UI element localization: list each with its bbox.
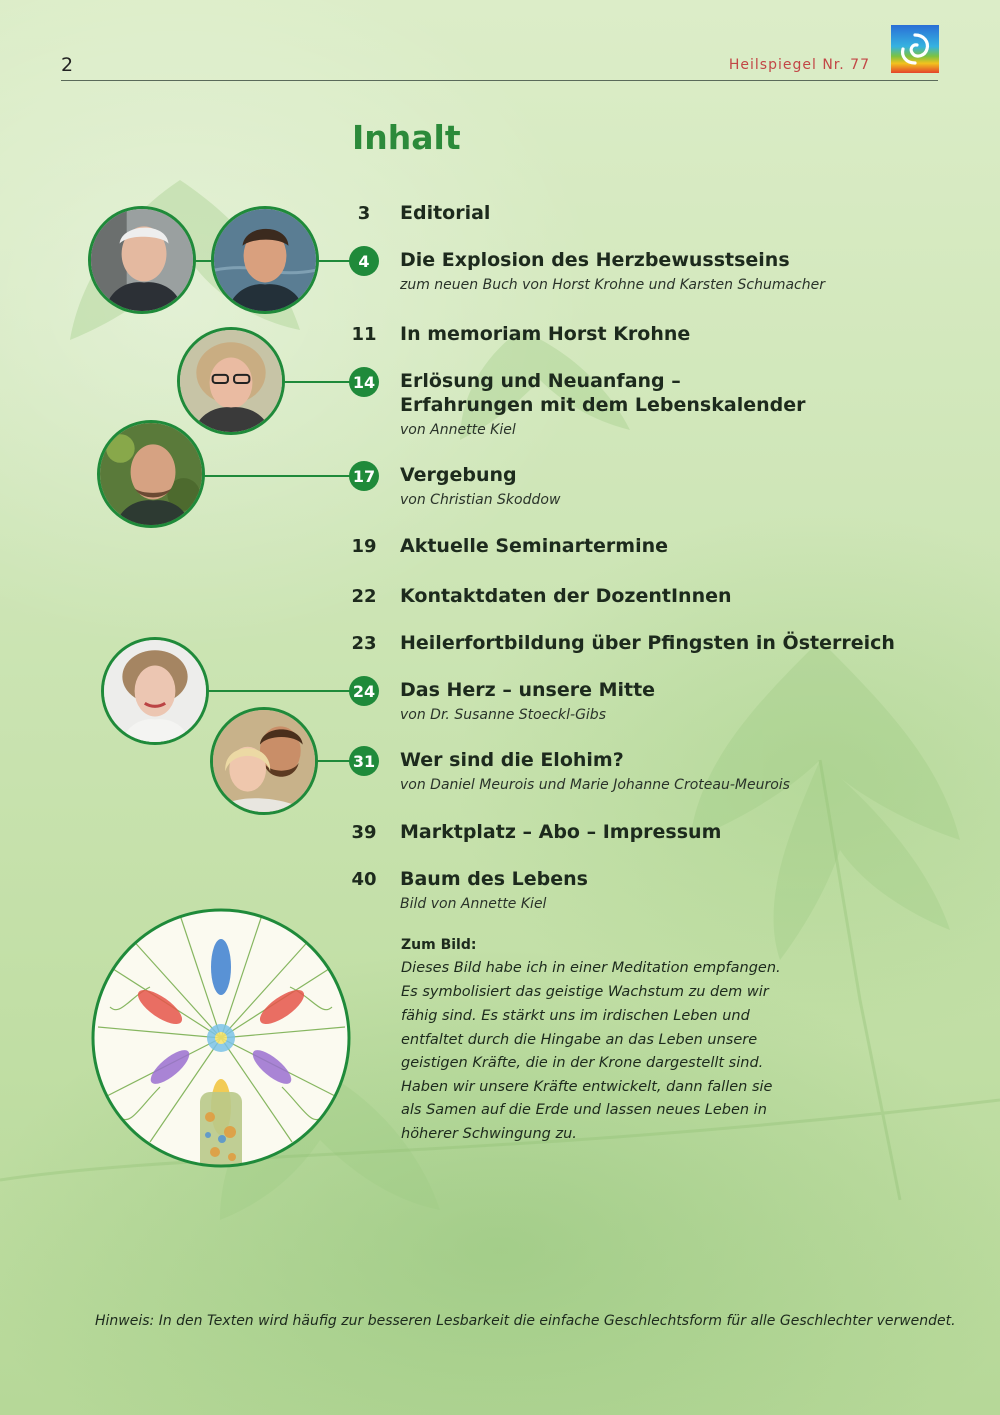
connector-line: [202, 475, 365, 477]
toc-page-number: 11: [351, 324, 377, 345]
picture-note-line: Es symbolisiert das geistige Wachstum zu dem wir: [401, 984, 769, 1000]
toc-title[interactable]: Die Explosion des Herzbewusstseins: [400, 249, 790, 271]
connector-line: [206, 690, 365, 692]
portrait-photo: [88, 206, 196, 314]
picture-note-line: entfaltet durch die Hingabe an das Leben unsere: [401, 1032, 758, 1048]
toc-page-badge: 31: [349, 746, 379, 776]
footer-note: Hinweis: In den Texten wird häufig zur besseren Lesbarkeit die einfache Geschlechtsform für alle Geschlechter verwendet.: [95, 1313, 956, 1329]
picture-note-heading: Zum Bild:: [401, 937, 477, 953]
toc-title[interactable]: In memoriam Horst Krohne: [400, 323, 691, 345]
tree-of-life-picture: [90, 907, 352, 1169]
toc-subtitle: Bild von Annette Kiel: [400, 896, 547, 912]
portrait-photo: [177, 327, 285, 435]
picture-note-line: Dieses Bild habe ich in einer Meditation empfangen.: [401, 960, 781, 976]
toc-subtitle: von Christian Skoddow: [400, 492, 561, 508]
portrait-photo: [101, 637, 209, 745]
spiral-logo-icon: [891, 25, 939, 73]
toc-title[interactable]: Aktuelle Seminartermine: [400, 535, 669, 557]
toc-subtitle: zum neuen Buch von Horst Krohne und Karsten Schumacher: [400, 277, 825, 293]
portrait-photo: [97, 420, 205, 528]
toc-title-line2[interactable]: Erfahrungen mit dem Lebenskalender: [400, 394, 806, 416]
toc-title[interactable]: Marktplatz – Abo – Impressum: [400, 821, 722, 843]
toc-subtitle: von Daniel Meurois und Marie Johanne Croteau-Meurois: [400, 777, 790, 793]
toc-page-number: 22: [351, 586, 377, 607]
toc-page-badge: 14: [349, 367, 379, 397]
toc-title[interactable]: Editorial: [400, 202, 491, 224]
portrait-photo: [210, 707, 318, 815]
portrait-photo: [211, 206, 319, 314]
toc-subtitle: von Dr. Susanne Stoeckl-Gibs: [400, 707, 606, 723]
toc-title[interactable]: Kontaktdaten der DozentInnen: [400, 585, 732, 607]
toc-title[interactable]: Erlösung und Neuanfang –: [400, 370, 681, 392]
toc-page-number: 3: [357, 203, 371, 224]
page-number: 2: [61, 54, 74, 76]
toc-page-badge: 4: [349, 246, 379, 276]
toc-title[interactable]: Das Herz – unsere Mitte: [400, 679, 656, 701]
toc-page-badge: 24: [349, 676, 379, 706]
picture-note-line: geistigen Kräfte, die in der Krone dargestellt sind.: [401, 1055, 764, 1071]
magazine-title: Heilspiegel Nr. 77: [728, 57, 870, 73]
picture-note-line: Haben wir unsere Kräfte entwickelt, dann fallen sie: [401, 1079, 773, 1095]
toc-title[interactable]: Vergebung: [400, 464, 517, 486]
picture-note-line: höherer Schwingung zu.: [401, 1126, 577, 1142]
toc-page-number: 39: [351, 822, 377, 843]
toc-title[interactable]: Heilerfortbildung über Pfingsten in Österreich: [400, 632, 895, 654]
toc-title[interactable]: Wer sind die Elohim?: [400, 749, 624, 771]
header-divider: [61, 80, 938, 81]
picture-note-line: als Samen auf die Erde und lassen neues Leben in: [401, 1102, 767, 1118]
toc-subtitle: von Annette Kiel: [400, 422, 516, 438]
toc-page-number: 40: [351, 869, 377, 890]
page-heading: Inhalt: [352, 118, 461, 157]
picture-note-line: fähig sind. Es stärkt uns im irdischen Leben und: [401, 1008, 750, 1024]
toc-page-number: 23: [351, 633, 377, 654]
toc-title[interactable]: Baum des Lebens: [400, 868, 588, 890]
toc-page-badge: 17: [349, 461, 379, 491]
toc-page-number: 19: [351, 536, 377, 557]
